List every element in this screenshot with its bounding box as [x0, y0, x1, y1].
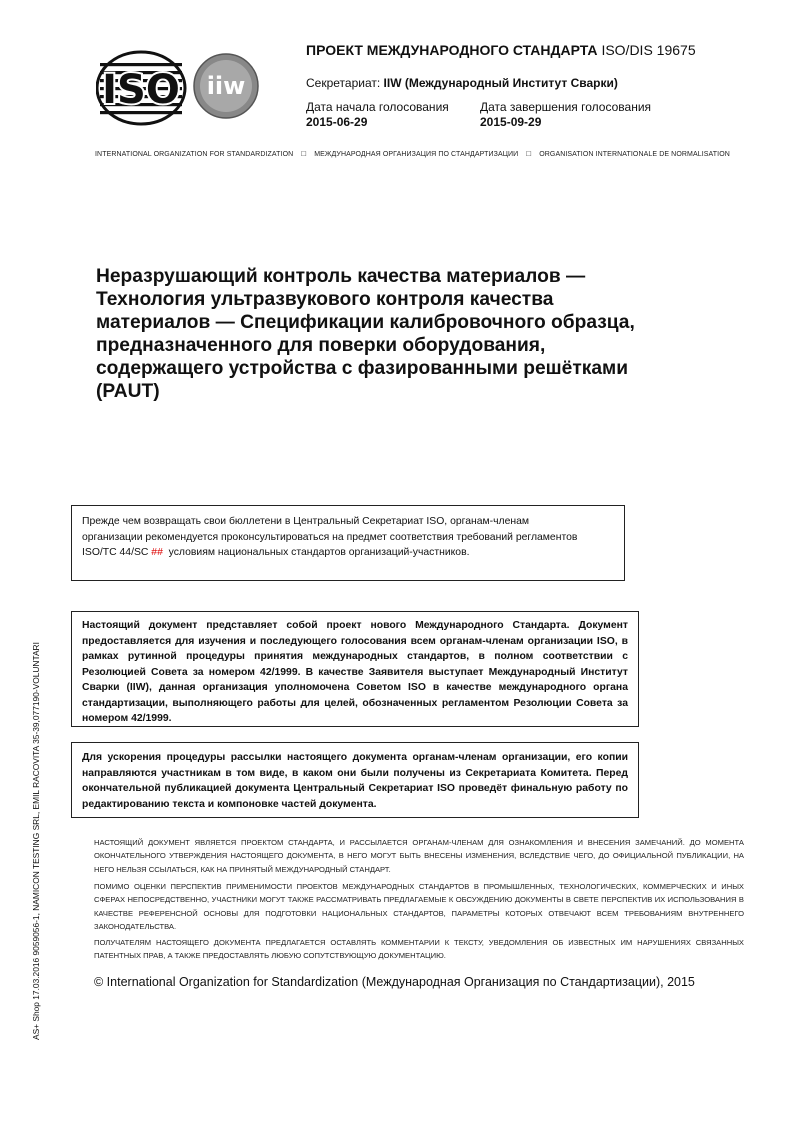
vote-end-label: Дата завершения голосования — [480, 100, 652, 114]
document-reference: ISO/DIS 19675 — [601, 42, 696, 58]
secretariat-label: Секретариат: — [306, 76, 381, 90]
iso-logo — [97, 52, 185, 124]
org-name-en: INTERNATIONAL ORGANIZATION FOR STANDARDIZATION — [95, 151, 294, 158]
consultation-notice-box — [71, 505, 625, 581]
title-line: Неразрушающий контроль качества материалов — — [96, 266, 586, 287]
title-line: материалов — Спецификации калибровочного образца, — [96, 312, 635, 333]
notice-line — [82, 545, 614, 561]
distribution-notice-box — [71, 742, 639, 818]
org-name-fr: ORGANISATION INTERNATIONALE DE NORMALISATION — [539, 151, 730, 158]
org-name-ru: МЕЖДУНАРОДНАЯ ОРГАНИЗАЦИЯ ПО СТАНДАРТИЗАЦИИ — [314, 151, 519, 158]
notice-line: Прежде чем возвращать свои бюллетени в Центральный Секретариат ISO, органам-членам — [82, 516, 530, 527]
vote-start — [306, 100, 449, 129]
title-line: содержащего устройства с фазированными решётками — [96, 358, 629, 379]
license-stamp-text: AS+ Shop 17.03.2016 9059056-1, NAMICON TESTING SRL, EMIL RACOVITA 35-39,077190-VOLUNTARI — [31, 642, 41, 1040]
copyright-notice: © International Organization for Standardization (Международная Организация по Стандартизации), 2015 — [94, 975, 695, 989]
org-separator: □ — [526, 149, 532, 158]
title-line: предназначенного для поверки оборудования, — [96, 335, 546, 356]
notice-line-end: условиям национальных стандартов организаций-участников. — [168, 547, 470, 558]
vote-end-date: 2015-09-29 — [480, 115, 542, 129]
document-title — [96, 265, 716, 403]
draft-status-text: Настоящий документ представляет собой проект нового Международного Стандарта. Документ предоставляется для изучения и последующего голосования всем органам-членам организации ISO, в рамках рутинной процедуры принятия международных стандартов, в полном соответствии с Резолюцией Совета за номером 42/1999. В качестве Заявителя выступает Международный Институт Сварки (IIW), данная организация уполномочена Советом ISO в качестве международного органа стандартизации, выполняющего работы для целей, обозначенных регламентом Резолюции Совета за номером 42/1999. — [82, 620, 628, 724]
organization-names-line — [95, 149, 730, 158]
logos — [96, 43, 261, 133]
draft-standard-label: ПРОЕКТ МЕЖДУНАРОДНОГО СТАНДАРТА — [306, 42, 598, 58]
notice-line: организации рекомендуется проконсультироваться на предмет соответствия требований регламентов — [82, 531, 578, 543]
iso-logo-text: ISO — [102, 67, 180, 113]
org-separator: □ — [301, 149, 307, 158]
vote-end — [480, 100, 651, 129]
disclaimer-paragraph: ПОМИМО ОЦЕНКИ ПЕРСПЕКТИВ ПРИМЕНИМОСТИ ПРОЕКТОВ МЕЖДУНАРОДНЫХ СТАНДАРТОВ В ПРОМЫШЛЕННЫХ, ТЕХНОЛОГИЧЕСКИХ, КОММЕРЧЕСКИХ И ИНЫХ СФЕРАХ НЕПОСРЕДСТВЕННО, УЧАСТНИКИ МОГУТ ТАКЖЕ РАССМАТРИВАТЬ ПРЕДЛАГАЕМЫЕ К ОБСУЖДЕНИЮ ДОКУМЕНТЫ В СВЕТЕ ПЕРСПЕКТИВ ИХ ИСПОЛЬЗОВАНИЯ В КАЧЕСТВЕ РЕФЕРЕНСНОЙ ОСНОВЫ ДЛЯ ПОДГОТОВКИ НАЦИОНАЛЬНЫХ СТАНДАРТОВ, ПАРАМЕТРЫ КОТОРЫХ ОТВЕЧАЮТ ВСЕМ ТРЕБОВАНИЯМ ВНУТРЕННЕГО ЗАКОНОДАТЕЛЬСТВА. — [94, 882, 744, 932]
side-license-stamp — [31, 580, 43, 1040]
distribution-notice-text: Для ускорения процедуры рассылки настоящего документа органам-членам организации, его копии направляются участникам в том виде, в каком они были получены из Секретариата Комитета. Перед окончательной публикацией документа Центральный Секретариат ISO проведёт финальную работу по редактированию текста и компоновке частей документа. — [82, 752, 628, 810]
title-line: Технология ультразвукового контроля качества — [96, 289, 554, 310]
secretariat-value: IIW (Международный Институт Сварки) — [383, 76, 618, 90]
iiw-logo — [194, 54, 258, 118]
subcommittee-placeholder: ## — [151, 547, 163, 558]
committee-reference: ISO/TC 44/SC — [82, 547, 149, 558]
vote-start-date: 2015-06-29 — [306, 115, 368, 129]
iiw-logo-text: iiw — [206, 72, 246, 100]
secretariat — [306, 76, 618, 90]
disclaimer-paragraph: ПОЛУЧАТЕЛЯМ НАСТОЯЩЕГО ДОКУМЕНТА ПРЕДЛАГАЕТСЯ ОСТАВЛЯТЬ КОММЕНТАРИИ К ТЕКСТУ, УВЕДОМЛЕНИЯ ОБ ИЗВЕСТНЫХ ИМ НАРУШЕНИЯХ СВЯЗАННЫХ ПАТЕНТНЫХ ПРАВ, А ТАКЖЕ ПРЕДОСТАВЛЯТЬ ЛЮБУЮ СОПУТСТВУЮЩУЮ ДОКУМЕНТАЦИЮ. — [94, 938, 744, 961]
disclaimer-paragraph: НАСТОЯЩИЙ ДОКУМЕНТ ЯВЛЯЕТСЯ ПРОЕКТОМ СТАНДАРТА, И РАССЫЛАЕТСЯ ОРГАНАМ-ЧЛЕНАМ ДЛЯ ОЗНАКОМЛЕНИЯ И ВНЕСЕНИЯ ЗАМЕЧАНИЙ. ДО МОМЕНТА ОКОНЧАТЕЛЬНОГО УТВЕРЖДЕНИЯ НАСТОЯЩЕГО ДОКУМЕНТА, В НЕГО МОГУТ БЫТЬ ВНЕСЕНЫ ИЗМЕНЕНИЯ, ВСЛЕДСТВИЕ ЧЕГО, ДО ОФИЦИАЛЬНОЙ ПУБЛИКАЦИИ, НА НЕГО НЕЛЬЗЯ ССЫЛАТЬСЯ, КАК НА ПРИНЯТЫЙ МЕЖДУНАРОДНЫЙ СТАНДАРТ. — [94, 838, 744, 874]
draft-status-box — [71, 611, 639, 727]
title-line: (PAUT) — [96, 381, 160, 402]
document-type-title — [306, 42, 696, 58]
logo-graphic — [96, 43, 261, 133]
vote-start-label: Дата начала голосования — [306, 100, 449, 114]
